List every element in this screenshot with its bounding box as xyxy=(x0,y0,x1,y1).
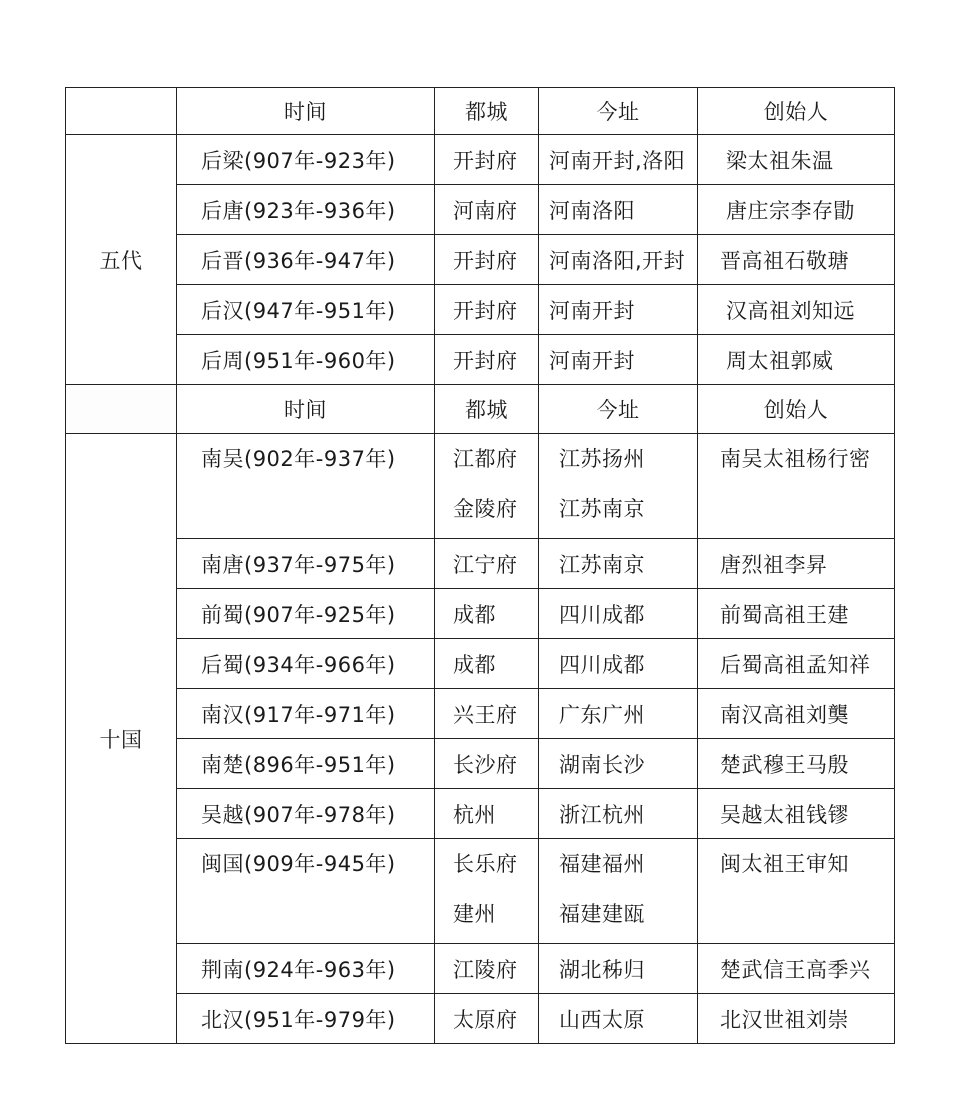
capital-cell: 成都 xyxy=(435,639,539,689)
founder-cell: 吴越太祖钱镠 xyxy=(698,789,895,839)
location-cell: 浙江杭州 xyxy=(539,789,698,839)
table-row xyxy=(66,285,895,335)
location-cell: 四川成都 xyxy=(539,589,698,639)
location-cell: 河南开封,洛阳 xyxy=(539,135,698,185)
location-line: 江苏扬州 xyxy=(559,447,645,471)
founder-cell: 晋高祖石敬瑭 xyxy=(698,235,895,285)
header-time: 时间 xyxy=(177,385,435,434)
kingdom-name: 北汉(951年-979年) xyxy=(177,994,435,1044)
dynasty-name: 后周(951年-960年) xyxy=(177,335,435,385)
location-line: 福建建瓯 xyxy=(559,902,645,926)
header-blank-cell xyxy=(66,88,177,135)
location-cell: 河南洛阳 xyxy=(539,185,698,235)
header-location: 今址 xyxy=(539,385,698,434)
table-row xyxy=(66,944,895,994)
kingdom-name: 南唐(937年-975年) xyxy=(177,539,435,589)
founder-cell: 前蜀高祖王建 xyxy=(698,589,895,639)
group-label-five-dynasties: 五代 xyxy=(66,135,177,385)
founder-cell: 楚武信王高季兴 xyxy=(698,944,895,994)
table-row xyxy=(66,185,895,235)
capital-cell: 开封府 xyxy=(435,235,539,285)
kingdom-name: 前蜀(907年-925年) xyxy=(177,589,435,639)
kingdom-name-text: 闽国(909年-945年) xyxy=(201,852,396,876)
dynasty-name: 后汉(947年-951年) xyxy=(177,285,435,335)
kingdom-name: 后蜀(934年-966年) xyxy=(177,639,435,689)
founder-cell: 梁太祖朱温 xyxy=(698,135,895,185)
founder-cell: 周太祖郭威 xyxy=(698,335,895,385)
location-cell xyxy=(539,839,698,944)
location-cell: 河南洛阳,开封 xyxy=(539,235,698,285)
group-label-ten-kingdoms: 十国 xyxy=(66,434,177,1044)
kingdom-name xyxy=(177,434,435,539)
capital-line: 长乐府 xyxy=(453,852,518,876)
header-founder: 创始人 xyxy=(698,385,895,434)
founder-cell: 汉高祖刘知远 xyxy=(698,285,895,335)
header-capital: 都城 xyxy=(435,88,539,135)
capital-cell: 江陵府 xyxy=(435,944,539,994)
capital-cell: 开封府 xyxy=(435,285,539,335)
founder-cell: 唐庄宗李存勖 xyxy=(698,185,895,235)
header-capital: 都城 xyxy=(435,385,539,434)
location-cell: 湖南长沙 xyxy=(539,739,698,789)
header-time: 时间 xyxy=(177,88,435,135)
founder-cell: 后蜀高祖孟知祥 xyxy=(698,639,895,689)
kingdom-name xyxy=(177,839,435,944)
capital-cell: 河南府 xyxy=(435,185,539,235)
founder-cell: 唐烈祖李昇 xyxy=(698,539,895,589)
capital-line: 江都府 xyxy=(453,447,518,471)
kingdom-name: 荆南(924年-963年) xyxy=(177,944,435,994)
table-row xyxy=(66,135,895,185)
location-line: 福建福州 xyxy=(559,852,645,876)
kingdom-name: 南楚(896年-951年) xyxy=(177,739,435,789)
table-row xyxy=(66,739,895,789)
table-row xyxy=(66,434,895,539)
location-cell: 河南开封 xyxy=(539,335,698,385)
table-row xyxy=(66,839,895,944)
kingdom-name-text: 南吴(902年-937年) xyxy=(201,447,396,471)
header-row-five-dynasties xyxy=(66,88,895,135)
header-blank-cell xyxy=(66,385,177,434)
table-row xyxy=(66,589,895,639)
location-cell: 湖北秭归 xyxy=(539,944,698,994)
dynasty-name: 后梁(907年-923年) xyxy=(177,135,435,185)
dynasty-name: 后唐(923年-936年) xyxy=(177,185,435,235)
dynasty-name: 后晋(936年-947年) xyxy=(177,235,435,285)
founder-cell: 楚武穆王马殷 xyxy=(698,739,895,789)
table-row xyxy=(66,335,895,385)
location-cell: 四川成都 xyxy=(539,639,698,689)
location-line: 江苏南京 xyxy=(559,497,645,521)
five-dynasties-ten-kingdoms-table xyxy=(65,87,895,1044)
location-cell: 河南开封 xyxy=(539,285,698,335)
capital-cell xyxy=(435,434,539,539)
location-cell: 山西太原 xyxy=(539,994,698,1044)
founder-cell xyxy=(698,839,895,944)
kingdom-name: 吴越(907年-978年) xyxy=(177,789,435,839)
capital-cell: 开封府 xyxy=(435,335,539,385)
capital-cell xyxy=(435,839,539,944)
location-cell xyxy=(539,434,698,539)
founder-cell xyxy=(698,434,895,539)
table-row xyxy=(66,689,895,739)
capital-cell: 开封府 xyxy=(435,135,539,185)
founder-text: 闽太祖王审知 xyxy=(720,852,849,876)
table-row xyxy=(66,539,895,589)
location-cell: 江苏南京 xyxy=(539,539,698,589)
founder-text: 南吴太祖杨行密 xyxy=(720,447,871,471)
capital-cell: 太原府 xyxy=(435,994,539,1044)
location-cell: 广东广州 xyxy=(539,689,698,739)
capital-cell: 兴王府 xyxy=(435,689,539,739)
kingdom-name: 南汉(917年-971年) xyxy=(177,689,435,739)
table-row xyxy=(66,639,895,689)
table-row xyxy=(66,994,895,1044)
header-founder: 创始人 xyxy=(698,88,895,135)
table-row xyxy=(66,235,895,285)
capital-cell: 长沙府 xyxy=(435,739,539,789)
dynasties-document xyxy=(65,87,894,1039)
founder-cell: 北汉世祖刘崇 xyxy=(698,994,895,1044)
founder-cell: 南汉高祖刘龑 xyxy=(698,689,895,739)
table-row xyxy=(66,789,895,839)
capital-cell: 江宁府 xyxy=(435,539,539,589)
header-row-ten-kingdoms xyxy=(66,385,895,434)
capital-cell: 杭州 xyxy=(435,789,539,839)
capital-cell: 成都 xyxy=(435,589,539,639)
capital-line: 金陵府 xyxy=(453,497,518,521)
capital-line: 建州 xyxy=(453,902,496,926)
header-location: 今址 xyxy=(539,88,698,135)
